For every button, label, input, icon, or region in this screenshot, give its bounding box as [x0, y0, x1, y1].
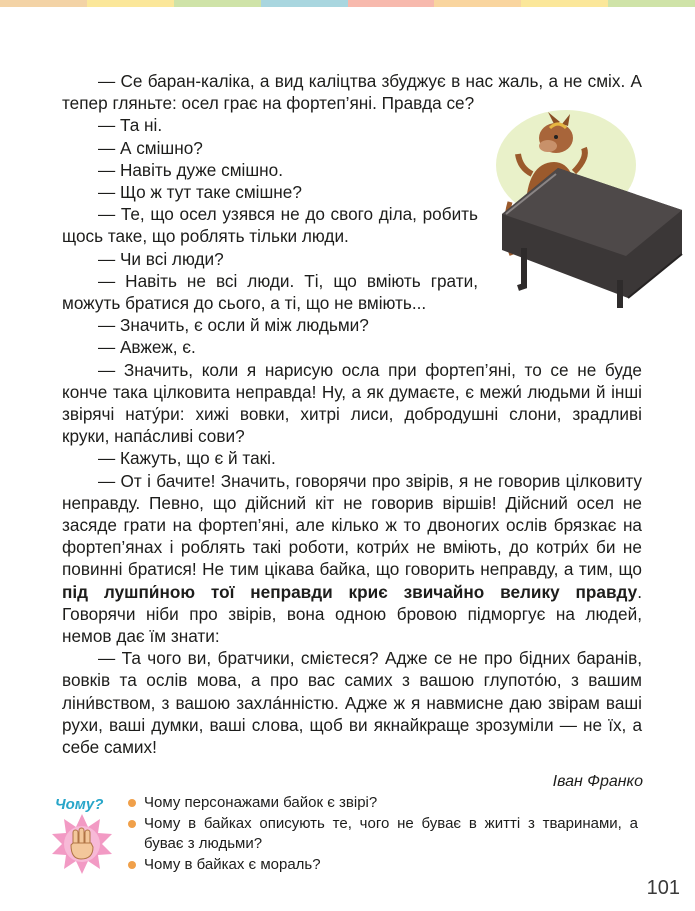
color-segment — [348, 0, 435, 7]
story-paragraph — [62, 359, 642, 448]
paragraph-text: — Се баран-каліка, а вид каліцтва збуджує в нас жаль, а не сміх. А тепер гляньте: осел грає на фортеп’яні. Правда се? — [62, 71, 642, 114]
donkey-piano-illustration — [496, 110, 686, 310]
paragraph-text: — Та чого ви, братчики, смієтеся? Адже се не про бідних баранів, вовків та ослів мова, а про вас самих з вашою глупото́ю, з вашим ліни́вством, з вашою захла́нністю. Адже ж я навмисне даю звірам ваші рухи, ваші думки, ваші слова, щоб ви якнайкраще зрозуміли — не їх, а себе самих! — [62, 648, 642, 758]
paragraph-text: — Навіть не всі люди. Ті, що вміють грати, можуть братися до сього, а ті, що не вміють... — [62, 270, 478, 314]
paragraph-text: — А смішно? — [98, 137, 203, 158]
paragraph-text: — Те, що осел узявся не до свого діла, робить щось таке, що роблять тільки люди. — [62, 204, 478, 247]
question-item: Чому персонажами байок є звірі? — [128, 793, 638, 814]
question-item: Чому в байках описують те, чого не буває в житті з тваринами, а буває з людьми? — [128, 814, 638, 855]
paragraph-text: — Кажуть, що є й такі. — [98, 448, 276, 469]
story-paragraph — [62, 70, 642, 114]
top-color-strip — [0, 0, 695, 7]
paragraph-text-continued: . Говорячи ніби про звірів, вона одною бровою підморгує на людей, немов дає їм знати: — [62, 581, 642, 647]
question-list — [128, 793, 638, 875]
color-segment — [608, 0, 695, 7]
color-segment — [261, 0, 348, 7]
color-segment — [521, 0, 608, 7]
page-number: 101 — [646, 877, 680, 899]
story-paragraph — [62, 314, 642, 336]
color-segment — [174, 0, 261, 7]
paragraph-text: — Що ж тут таке смішне? — [98, 182, 302, 203]
color-segment — [434, 0, 521, 7]
story-paragraph — [62, 336, 642, 358]
color-segment — [0, 0, 87, 7]
question-item: Чому в байках є мораль? — [128, 855, 638, 876]
author-name: Іван Франко — [552, 773, 643, 790]
paragraph-text: — От і бачите! Значить, говорячи про звірів, я не говорив цілковиту неправду. Певно, що дійсний кіт не говорив віршів! Дійсний осел не засяде грати на фортеп’яні, але кілько ж то двоногих ослів брязкає на фортеп’янах і роблять такі роботи, котри́х не вміють, до котри́х би не повинні братися! Не тим цікава байка, що говорить неправду, а тим, що — [62, 470, 642, 580]
paragraph-text: — Значить, є осли й між людьми? — [98, 315, 369, 336]
story-paragraph — [62, 203, 478, 247]
paragraph-text: — Значить, коли я нарисую осла при фортеп’яні, то се не буде конче така цілковита неправда! Ну, а як думаєте, є межи́ людьми й інші звірячі нату́ри: хижі вовки, хитрі лиси, добродушні слони, зрадливі круки, напа́сливі сови? — [62, 359, 642, 447]
story-paragraph — [62, 470, 642, 648]
paragraph-text: — Чи всі люди? — [98, 248, 224, 269]
color-segment — [87, 0, 174, 7]
story-paragraph — [62, 270, 478, 314]
thinking-hand-icon — [51, 813, 113, 875]
emphasized-text: під лушпи́ною тої неправди криє звичайно велику правду — [62, 581, 638, 602]
paragraph-text: — Авжеж, є. — [98, 337, 196, 358]
paragraph-text: — Навіть дуже смішно. — [98, 159, 283, 180]
paragraph-text: — Та ні. — [98, 115, 163, 136]
story-paragraph — [62, 647, 642, 758]
why-heading: Чому? — [55, 796, 104, 813]
story-paragraph — [62, 447, 642, 469]
